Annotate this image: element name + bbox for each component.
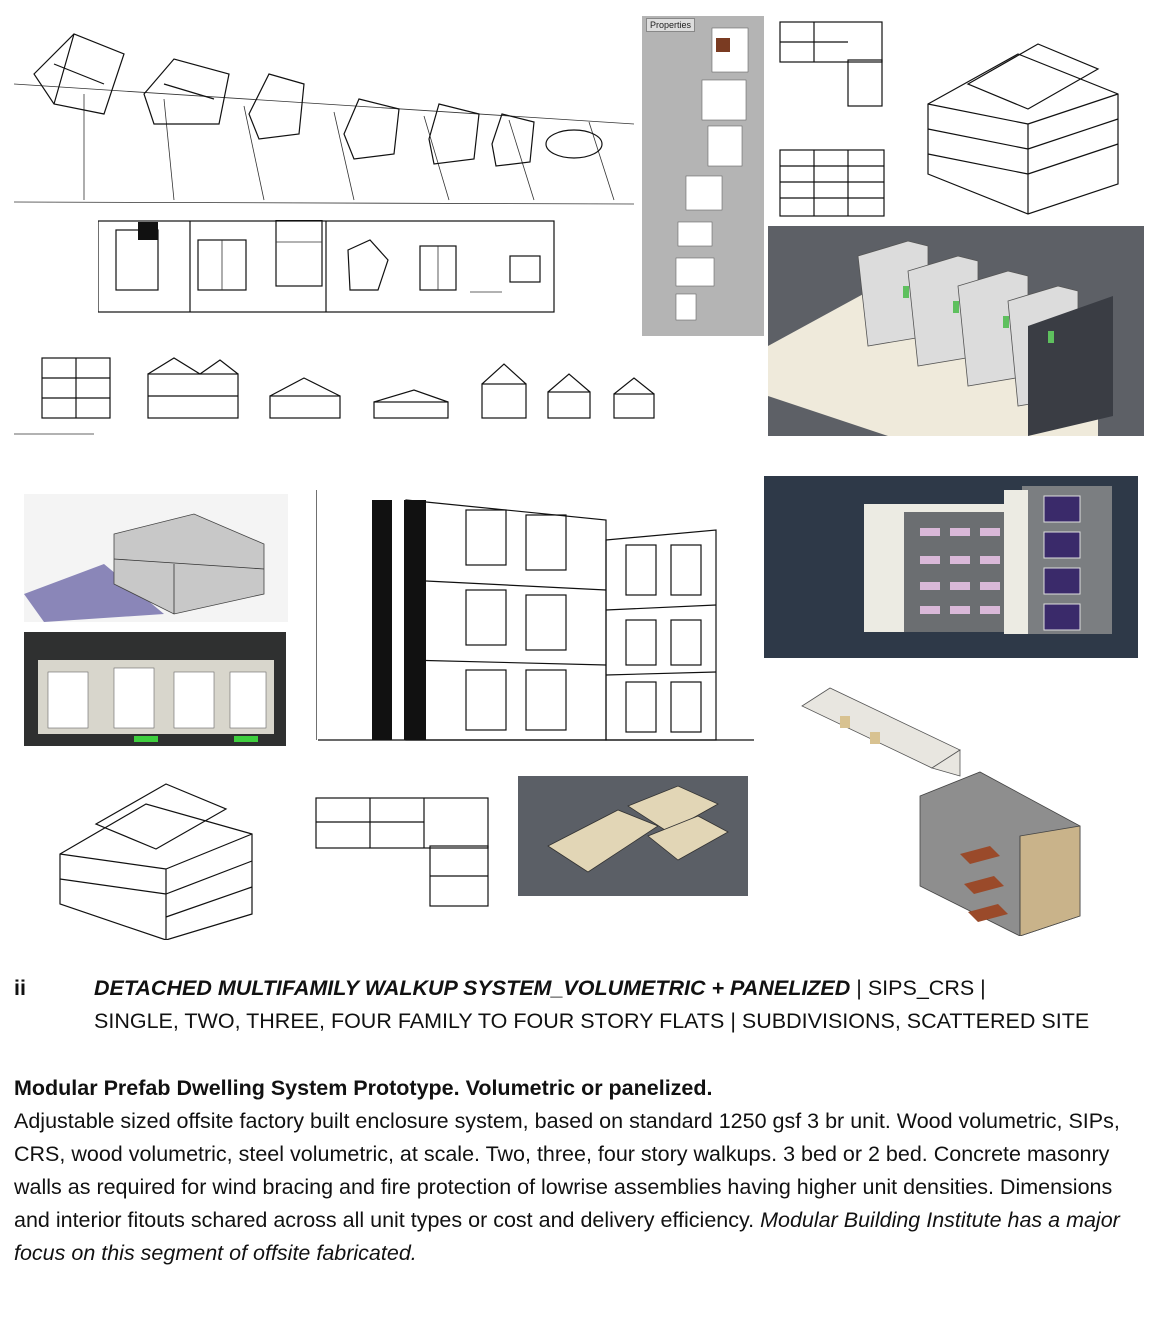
caption-label: ii [14,976,26,1000]
facade-elevation-render [764,476,1138,658]
caption-line-2: SINGLE, TWO, THREE, FOUR FAMILY TO FOUR STORY FLATS | SUBDIVISIONS, SCATTERED SITE [94,1009,1090,1033]
description-heading: Modular Prefab Dwelling System Prototype. Volumetric or panelized. [14,1076,713,1100]
perspective-elevation-drawing [316,490,756,744]
caption-tags: | SIPS_CRS | [850,976,986,1000]
description-italic-tail: Modular Building Institute has a major focus on this segment of offsite fabricated. [14,1208,1120,1265]
description-block [14,1072,1139,1270]
model-palette-panel [642,16,764,336]
exploded-modular-axon [800,686,1090,936]
site-model-render [24,494,288,622]
palette-title: Properties [646,18,695,32]
isometric-models-row [14,14,638,206]
elevations-row [14,354,674,438]
caption-title: DETACHED MULTIFAMILY WALKUP SYSTEM_VOLUMETRIC + PANELIZED [94,976,851,1000]
unit-cutaway-render [518,776,748,896]
isometric-wireframe-top [908,14,1140,220]
floor-plan-bottom [314,796,492,910]
walkup-render-dark [24,632,286,746]
floor-plans-row [98,220,556,314]
unit-plan-small [778,20,886,108]
isometric-wireframe-bottom [56,764,260,940]
unit-elevation-small [778,148,886,220]
rendered-walkup-row [768,226,1144,436]
caption-line-1 [94,972,986,1005]
description-body: Adjustable sized offsite factory built enclosure system, based on standard 1250 gsf 3 br unit. Wood volumetric, SIPs, CRS, wood volumetric, steel volumetric, at scale. Two, three, four story walkups. 3 bed or 2 bed. Concrete masonry walls as required for wind bracing and fire protection of lowrise assemblies having higher unit densities. Dimensions and interior fitouts schared across all unit types or cost and delivery efficiency. [14,1109,1120,1232]
